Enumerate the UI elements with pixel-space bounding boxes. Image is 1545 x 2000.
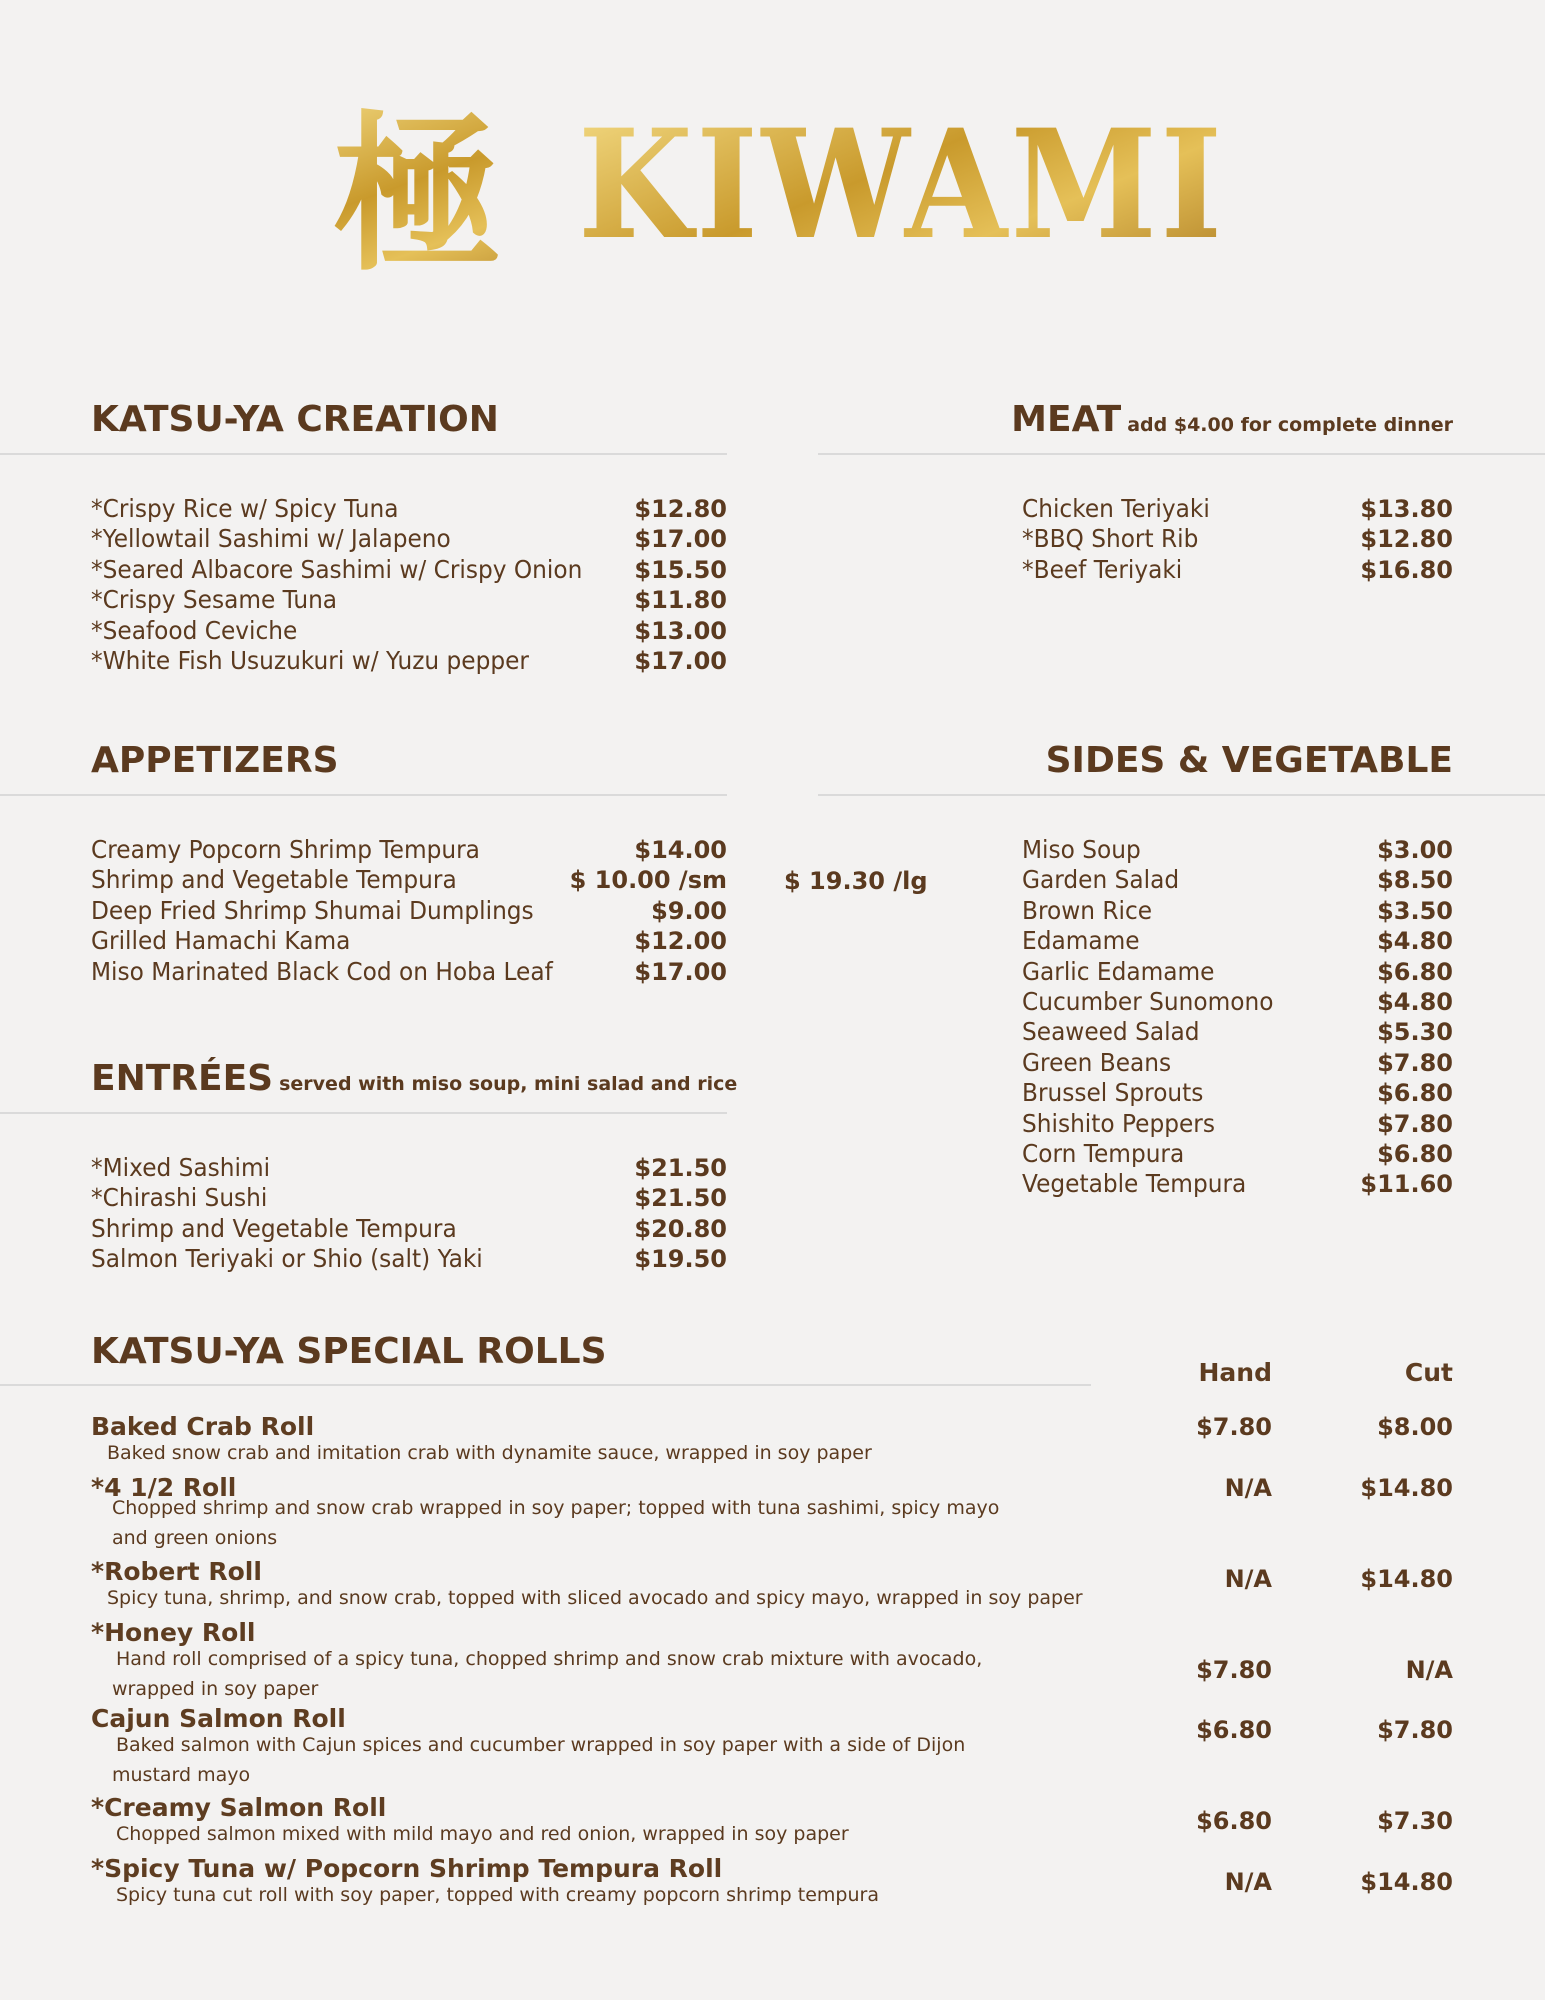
menu-item-price: $6.80 xyxy=(1377,957,1453,986)
roll-price-cut: $7.30 xyxy=(1377,1807,1453,1835)
section-divider xyxy=(818,453,1545,455)
roll-name: *4 1/2 Roll xyxy=(91,1473,237,1502)
roll-price-cut: $14.80 xyxy=(1360,1474,1453,1502)
menu-item-name: *Seared Albacore Sashimi w/ Crispy Onion xyxy=(91,554,583,584)
menu-item-price: $6.80 xyxy=(1377,1139,1453,1168)
menu-item xyxy=(1022,835,1453,865)
roll-price-hand: N/A xyxy=(1224,1474,1272,1502)
menu-item-price: $7.80 xyxy=(1377,1048,1453,1077)
menu-item xyxy=(1022,494,1453,524)
menu-item xyxy=(91,524,727,554)
katsuya-creation-list xyxy=(91,494,727,676)
menu-item-price: $13.80 xyxy=(1360,495,1453,523)
menu-item xyxy=(1022,926,1453,956)
section-divider xyxy=(0,1384,1091,1386)
menu-item xyxy=(1022,1109,1453,1139)
section-title-meat xyxy=(1011,398,1453,447)
roll-description: Spicy tuna cut roll with soy paper, topped with creamy popcorn shrimp tempura xyxy=(116,1884,879,1906)
menu-item-name: *Crispy Rice w/ Spicy Tuna xyxy=(91,494,399,523)
menu-item-price: $11.60 xyxy=(1360,1170,1453,1199)
menu-item-price: $3.50 xyxy=(1377,896,1453,925)
roll-description: mustard mayo xyxy=(112,1764,251,1786)
menu-item xyxy=(1022,524,1453,554)
menu-item xyxy=(1022,865,1453,895)
menu-item xyxy=(91,1183,727,1213)
roll-description: wrapped in soy paper xyxy=(112,1678,319,1700)
entrees-list xyxy=(91,1153,727,1275)
roll-name: Baked Crab Roll xyxy=(91,1412,315,1441)
menu-item-name: *Crispy Sesame Tuna xyxy=(91,585,338,615)
menu-item xyxy=(1022,987,1453,1017)
menu-item-name: Garden Salad xyxy=(1022,865,1180,895)
meat-list xyxy=(1022,494,1453,585)
menu-item xyxy=(91,896,727,926)
menu-item xyxy=(1022,555,1453,585)
section-title-katsuya-creation: KATSU-YA CREATION xyxy=(91,399,499,440)
menu-item-price: $11.80 xyxy=(634,586,727,615)
roll-price-cut: N/A xyxy=(1405,1656,1453,1684)
menu-item-name: Corn Tempura xyxy=(1022,1138,1185,1168)
menu-item-price: $17.00 xyxy=(634,646,727,675)
roll-price-cut: $8.00 xyxy=(1377,1413,1453,1441)
menu-item xyxy=(91,494,727,524)
menu-item xyxy=(1022,1078,1453,1108)
menu-item-name: Creamy Popcorn Shrimp Tempura xyxy=(91,835,480,864)
menu-item-name: *Yellowtail Sashimi w/ Jalapeno xyxy=(91,524,451,554)
column-header-hand: Hand xyxy=(1198,1358,1272,1387)
menu-item xyxy=(91,1244,727,1274)
menu-item-price: $13.00 xyxy=(634,616,727,645)
logo-wordmark: KIWAMI xyxy=(578,97,1226,273)
menu-item-price: $12.80 xyxy=(634,495,727,523)
menu-item-price: $8.50 xyxy=(1377,866,1453,895)
menu-item xyxy=(91,957,727,987)
roll-name: *Robert Roll xyxy=(91,1557,262,1586)
menu-item xyxy=(1022,957,1453,987)
roll-price-cut: $7.80 xyxy=(1377,1716,1453,1744)
menu-item-price: $5.30 xyxy=(1377,1018,1453,1047)
menu-item-name: Deep Fried Shrimp Shumai Dumplings xyxy=(91,895,534,925)
menu-item-price: $ 10.00 /sm xyxy=(569,866,727,895)
roll-name: *Creamy Salmon Roll xyxy=(91,1793,387,1822)
roll-description: Hand roll comprised of a spicy tuna, chopped shrimp and snow crab mixture with avocado, xyxy=(116,1648,983,1670)
appetizer-large-price: $ 19.30 /lg xyxy=(784,867,928,895)
logo-kanji: 極 xyxy=(300,95,530,295)
menu-item-price: $3.00 xyxy=(1377,836,1453,864)
roll-price-hand: $6.80 xyxy=(1196,1716,1272,1744)
menu-item-name: *White Fish Usuzukuri w/ Yuzu pepper xyxy=(91,645,529,675)
menu-item-name: Miso Soup xyxy=(1022,835,1141,864)
menu-item-price: $7.80 xyxy=(1377,1109,1453,1138)
menu-item xyxy=(1022,1169,1453,1199)
roll-price-cut: $14.80 xyxy=(1360,1565,1453,1593)
menu-item xyxy=(91,1214,727,1244)
menu-item-price: $4.80 xyxy=(1377,927,1453,956)
meat-title: MEAT xyxy=(1011,399,1122,440)
roll-description: Baked salmon with Cajun spices and cucumber wrapped in soy paper with a side of Dijon xyxy=(116,1734,966,1756)
kiwami-logo xyxy=(300,95,1250,295)
roll-name: Cajun Salmon Roll xyxy=(91,1704,346,1733)
section-title-special-rolls: KATSU-YA SPECIAL ROLLS xyxy=(91,1331,607,1372)
menu-item-name: Shrimp and Vegetable Tempura xyxy=(91,1213,457,1243)
section-divider xyxy=(0,1112,727,1114)
entrees-note: served with miso soup, mini salad and rice xyxy=(279,1073,738,1095)
menu-item xyxy=(1022,1017,1453,1047)
menu-item xyxy=(91,616,727,646)
column-header-cut: Cut xyxy=(1404,1358,1453,1387)
menu-item-price: $6.80 xyxy=(1377,1079,1453,1108)
roll-price-cut: $14.80 xyxy=(1360,1868,1453,1896)
menu-item-name: Grilled Hamachi Kama xyxy=(91,926,351,956)
section-divider xyxy=(818,794,1545,796)
menu-item-price: $12.80 xyxy=(1360,525,1453,554)
roll-description: Spicy tuna, shrimp, and snow crab, topped with sliced avocado and spicy mayo, wrapped in soy paper xyxy=(107,1587,1083,1609)
section-title-sides: SIDES & VEGETABLE xyxy=(1045,740,1453,781)
menu-item xyxy=(91,585,727,615)
menu-item-price: $17.00 xyxy=(634,525,727,554)
menu-item-name: Brown Rice xyxy=(1022,895,1153,925)
menu-item-price: $14.00 xyxy=(634,836,727,864)
menu-item-name: *Chirashi Sushi xyxy=(91,1183,268,1213)
menu-item-price: $17.00 xyxy=(634,957,727,986)
meat-note: add $4.00 for complete dinner xyxy=(1127,414,1453,436)
menu-item-name: *Seafood Ceviche xyxy=(91,615,298,645)
section-title-entrees xyxy=(91,1057,737,1106)
menu-item-name: Salmon Teriyaki or Shio (salt) Yaki xyxy=(91,1244,483,1274)
section-divider xyxy=(0,453,727,455)
section-title-appetizers: APPETIZERS xyxy=(91,740,339,781)
roll-price-hand: $7.80 xyxy=(1196,1413,1272,1441)
roll-name: *Spicy Tuna w/ Popcorn Shrimp Tempura Roll xyxy=(91,1854,723,1883)
menu-item xyxy=(91,865,727,895)
menu-item xyxy=(91,1153,727,1183)
menu-item-name: Shrimp and Vegetable Tempura xyxy=(91,865,457,895)
menu-item xyxy=(1022,1048,1453,1078)
menu-item-name: Shishito Peppers xyxy=(1022,1108,1215,1138)
menu-item-price: $9.00 xyxy=(651,896,727,925)
menu-item xyxy=(1022,1139,1453,1169)
menu-item-price: $21.50 xyxy=(634,1154,727,1182)
menu-item-name: Seaweed Salad xyxy=(1022,1017,1200,1047)
menu-item-price: $21.50 xyxy=(634,1184,727,1213)
menu-item-name: Brussel Sprouts xyxy=(1022,1078,1204,1108)
menu-item-price: $15.50 xyxy=(634,555,727,584)
menu-item-price: $12.00 xyxy=(634,927,727,956)
sides-list xyxy=(1022,835,1453,1200)
roll-price-hand: N/A xyxy=(1224,1565,1272,1593)
appetizers-list xyxy=(91,835,727,987)
menu-item xyxy=(1022,896,1453,926)
menu-item-price: $16.80 xyxy=(1360,555,1453,584)
roll-description: Baked snow crab and imitation crab with dynamite sauce, wrapped in soy paper xyxy=(107,1442,872,1464)
roll-price-hand: N/A xyxy=(1224,1868,1272,1896)
menu-item-name: Garlic Edamame xyxy=(1022,956,1215,986)
menu-item xyxy=(91,835,727,865)
entrees-title: ENTRÉES xyxy=(91,1058,274,1099)
section-divider xyxy=(0,794,727,796)
menu-item-name: Chicken Teriyaki xyxy=(1022,494,1210,523)
menu-item-name: Edamame xyxy=(1022,926,1140,956)
roll-price-hand: $6.80 xyxy=(1196,1807,1272,1835)
roll-price-hand: $7.80 xyxy=(1196,1656,1272,1684)
menu-item-name: *Mixed Sashimi xyxy=(91,1153,271,1182)
menu-item-price: $20.80 xyxy=(634,1214,727,1243)
menu-item-price: $19.50 xyxy=(634,1245,727,1274)
roll-description: Chopped shrimp and snow crab wrapped in soy paper; topped with tuna sashimi, spicy mayo xyxy=(112,1497,1000,1519)
menu-item-name: Cucumber Sunomono xyxy=(1022,986,1274,1016)
menu-item-name: *BBQ Short Rib xyxy=(1022,524,1199,554)
menu-item-name: Green Beans xyxy=(1022,1047,1172,1077)
roll-name: *Honey Roll xyxy=(91,1618,256,1647)
menu-item-name: *Beef Teriyaki xyxy=(1022,554,1183,584)
menu-item-price: $4.80 xyxy=(1377,987,1453,1016)
roll-description: and green onions xyxy=(112,1527,278,1549)
menu-item xyxy=(91,646,727,676)
menu-item-name: Vegetable Tempura xyxy=(1022,1169,1247,1199)
menu-item xyxy=(91,926,727,956)
roll-description: Chopped salmon mixed with mild mayo and red onion, wrapped in soy paper xyxy=(116,1823,849,1845)
menu-item-name: Miso Marinated Black Cod on Hoba Leaf xyxy=(91,956,553,986)
menu-item xyxy=(91,555,727,585)
